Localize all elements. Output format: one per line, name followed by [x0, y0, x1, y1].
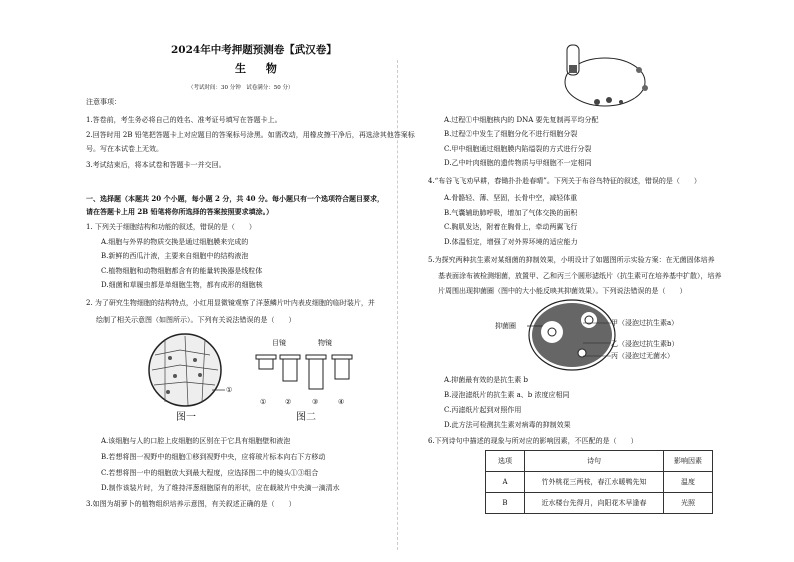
q5-option: A.抑菌最有效的是抗生素 b [444, 376, 528, 384]
q2-option: A.该细胞与人的口腔上皮细胞的区别在于它具有细胞壁和液泡 [101, 437, 291, 445]
exam-title: 2024年中考押题预测卷【武汉卷】 [171, 44, 337, 56]
notice-item: 2.回答时用 2B 铅笔把答题卡上对应题目的答案标号涂黑。如需改动，用橡皮擦干净后，再选涂其他答案标 [86, 131, 415, 139]
lens-num: ③ [312, 398, 319, 406]
fig1-marker: ① [226, 386, 233, 394]
lens-num: ④ [338, 398, 345, 406]
q6-stem: 6.下列诗句中描述的现象与所对应的影响因素，不匹配的是（ ） [428, 437, 638, 445]
eyepiece-label: 目镜 [272, 339, 286, 347]
objective-label: 物镜 [318, 339, 332, 347]
q3-option: A.过程①中细胞核内的 DNA 要先复制再平均分配 [444, 116, 599, 124]
right-column [397, 0, 794, 562]
q2-option: D.制作该装片时，为了维持洋葱细胞原有的形状，应在载玻片中央滴一滴清水 [101, 484, 340, 492]
q5-stem: 基表面涂布被检测细菌，放置甲、乙和丙三个圆形滤纸片（抗生素可在培养基中扩散），培养 [438, 272, 722, 280]
table-cell: 温度 [664, 472, 713, 493]
q3-option: D.乙中叶肉细胞的遗传物质与甲细胞不一定相同 [444, 159, 592, 167]
table-header: 影响因素 [664, 451, 713, 472]
q3-stem: 3.如图为胡萝卜的植物组织培养示意图，有关叙述正确的是（ ） [86, 500, 296, 508]
q1-stem: 1. 下列关于细胞结构和功能的叙述，错误的是（ ） [86, 223, 256, 231]
table-cell: B [486, 493, 525, 514]
cell-figure-1 [140, 330, 240, 420]
q4-option: A.骨骼轻、薄、坚固，长骨中空，减轻体重 [444, 194, 578, 202]
q5-stem: 片周围出现抑菌圈（图中的大小能反映其抑菌效果）。下列说法错误的是（ ） [438, 287, 687, 295]
section-heading: 请在答题卡上用 2B 铅笔将你所选择的答案按照要求填涂。） [86, 207, 274, 216]
q1-option: D.细菌和草履虫都是单细胞生物，都有成形的细胞核 [101, 281, 263, 289]
q5-option: D.此方法可检测抗生素对病毒的抑制效果 [444, 421, 571, 429]
q5-stem: 5.为探究两种抗生素对某细菌的抑制效果，小明设计了如题图所示实验方案：在无菌固体培养 [428, 256, 715, 264]
table-header: 选项 [486, 451, 525, 472]
q2-option: C.若想将图一中的细胞放大到最大程度，应选择图二中的镜头①③组合 [101, 469, 319, 477]
notice-item: 号。写在本试卷上无效。 [86, 145, 163, 153]
q4-option: D.体温恒定，增强了对外界环境的适应能力 [444, 238, 578, 246]
q1-option: A.细胞与外界的物质交换是通过细胞膜来完成的 [101, 238, 249, 246]
table-cell: 竹外桃花三两枝，春江水暖鸭先知 [525, 472, 664, 493]
table-header-row [486, 451, 713, 472]
label-jia: 甲（浸泡过抗生素a） [611, 319, 679, 327]
notice-heading: 注意事项： [86, 98, 121, 106]
table-header: 诗句 [525, 451, 664, 472]
lens-figure-2 [252, 350, 362, 395]
lens-num: ② [285, 398, 292, 406]
label-yi: 乙（浸泡过抗生素b） [611, 340, 679, 348]
q1-option: B.新鲜的西瓜汁液，主要来自细胞中的结构液泡 [101, 252, 249, 260]
label-bing: 丙（浸泡过无菌水） [611, 352, 674, 360]
lens-num: ① [260, 398, 267, 406]
q4-option: C.胸肌发达，附着在胸骨上，牵动两翼飞行 [444, 223, 578, 231]
q4-option: B.气囊辅助肺呼吸，增加了气体交换的面积 [444, 209, 578, 217]
q3-option: C.甲中细胞通过细胞膜内陷缢裂的方式进行分裂 [444, 145, 592, 153]
notice-item: 1.答卷前，考生务必将自己的姓名、准考证号填写在答题卡上。 [86, 116, 282, 124]
table-cell: A [486, 472, 525, 493]
q2-stem: 绘制了相关示意图（如图所示）。下列有关说法错误的是（ ） [96, 316, 296, 324]
q5-option: C.丙滤纸片起到对照作用 [444, 406, 522, 414]
fig2-caption: 图二 [296, 412, 316, 423]
label-leaders [583, 318, 613, 364]
q5-option: B.浸泡滤纸片的抗生素 a、b 浓度应相同 [444, 391, 570, 399]
subject-title: 生 物 [235, 62, 285, 75]
tissue-culture-figure [547, 30, 657, 110]
table-row [486, 472, 713, 493]
notice-item: 3.考试结束后，将本试卷和答题卡一并交回。 [86, 161, 226, 169]
table-cell: 光照 [664, 493, 713, 514]
q2-option: B.若想将图一视野中的细胞①移到视野中央，应将玻片标本向右下方移动 [101, 453, 326, 461]
q4-stem: 4.“布谷飞飞劝早耕，舂锄扑扑趁春晴”。下列关于布谷鸟特征的叙述，错误的是（ ） [428, 177, 701, 185]
exam-info: （考试时间：30 分钟 试卷满分：50 分） [188, 85, 294, 91]
fig1-caption: 图一 [176, 412, 196, 423]
q3-option: B.过程②中发生了细胞分化不进行细胞分裂 [444, 130, 578, 138]
table-row [486, 493, 713, 514]
section-heading: 一、选择题（本题共 20 个小题，每小题 2 分，共 40 分。每小题只有一个选项符合题目要求， [86, 194, 384, 203]
q6-table [485, 450, 713, 514]
inhibition-zone-label: 抑菌圈 [495, 322, 516, 330]
q1-option: C.植物细胞和动物细胞都含有的能量转换器是线粒体 [101, 267, 263, 275]
q2-stem: 2. 为了研究生物细胞的结构特点，小红用显微镜观察了洋葱鳞片叶内表皮细胞的临时装片，并 [86, 299, 375, 307]
table-cell: 近水楼台先得月，向阳花木早逢春 [525, 493, 664, 514]
